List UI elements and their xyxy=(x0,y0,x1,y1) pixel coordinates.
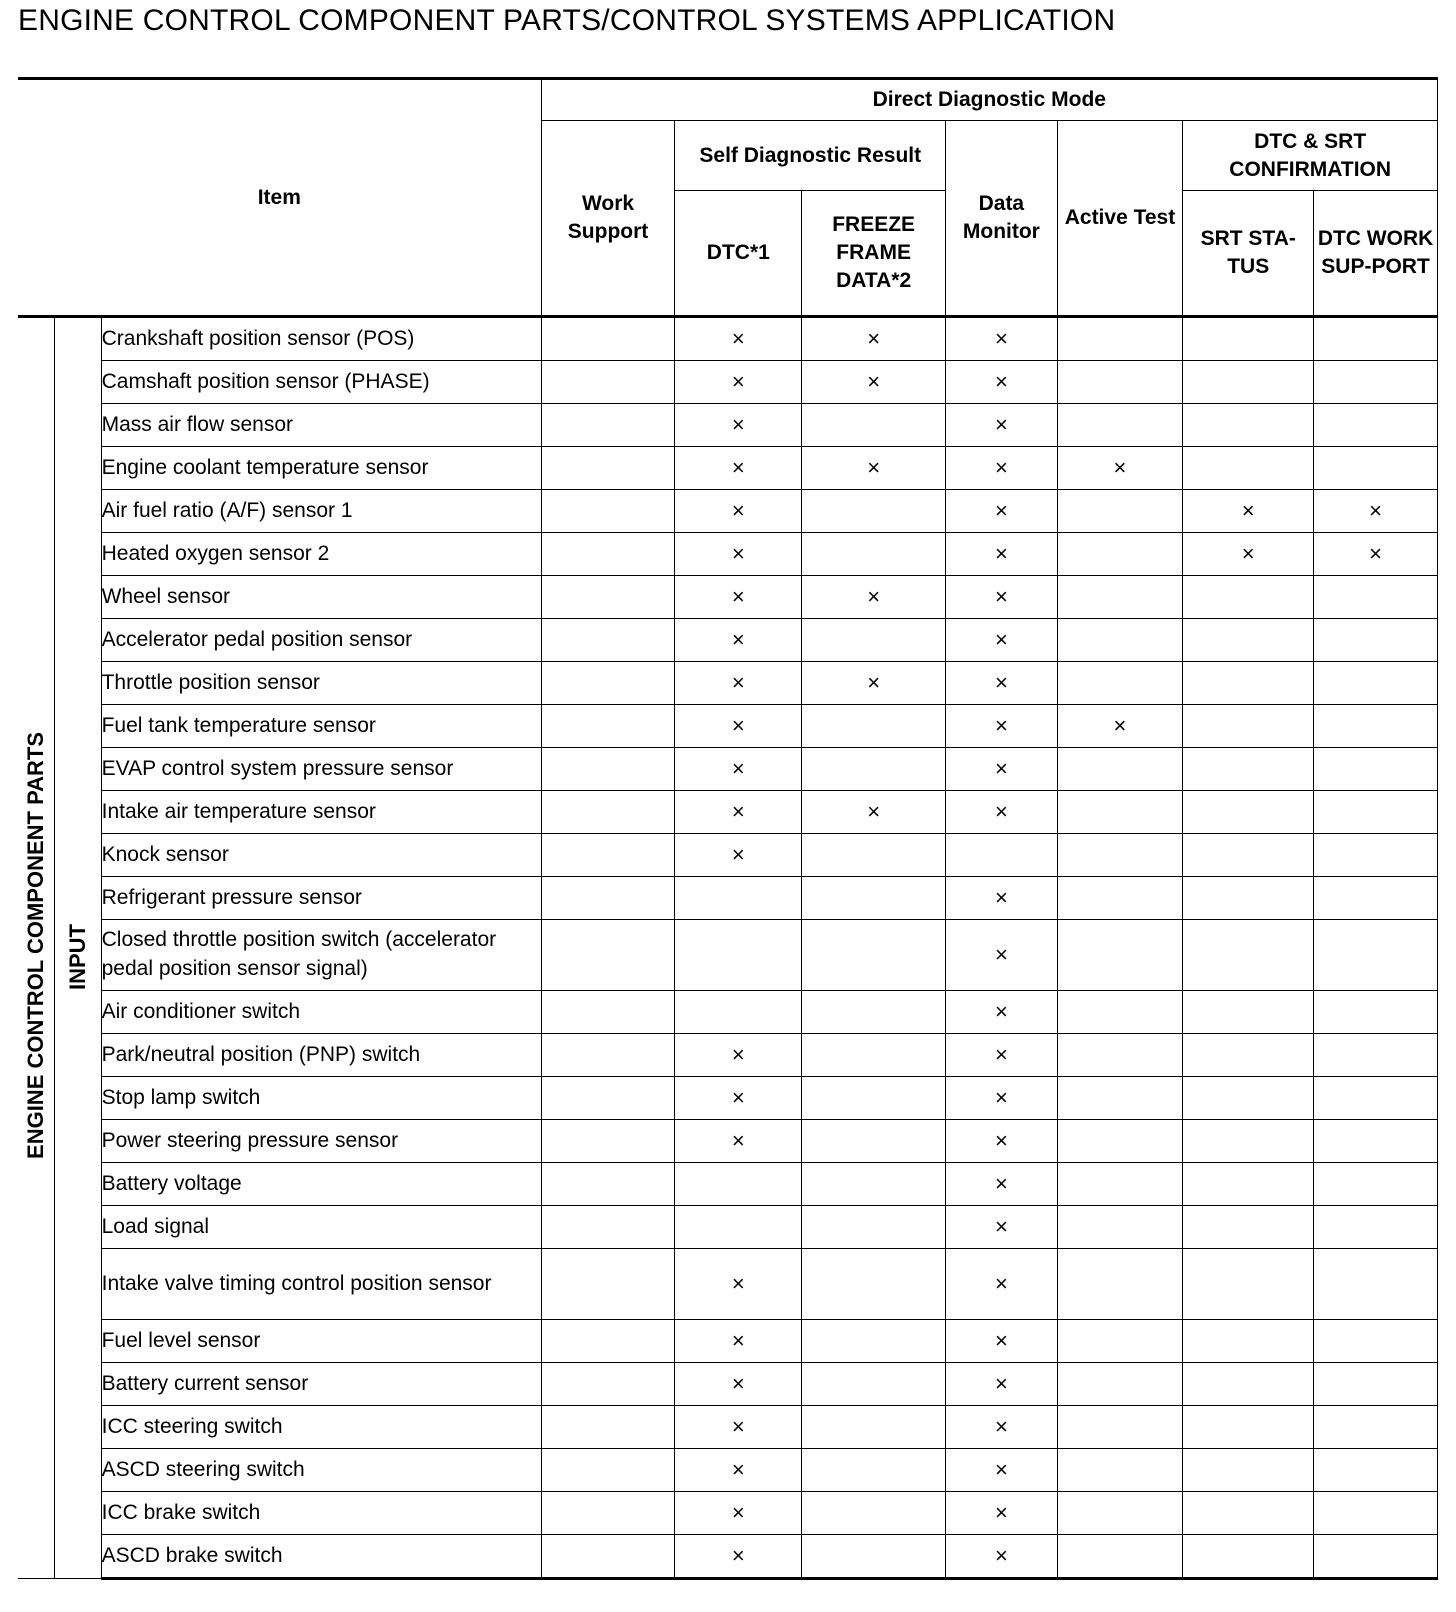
table-row xyxy=(18,1449,1438,1492)
cell-work-support xyxy=(541,877,675,920)
cell-dtc-work-support: × xyxy=(1314,490,1438,533)
cell-dtc: × xyxy=(675,834,802,877)
cell-dtc-work-support xyxy=(1314,1492,1438,1535)
cell-dtc xyxy=(675,1206,802,1249)
cell-freeze-frame-data xyxy=(802,1449,946,1492)
item-name: Wheel sensor xyxy=(101,576,541,619)
cell-dtc-work-support xyxy=(1314,920,1438,991)
cell-srt-status xyxy=(1183,1077,1314,1120)
item-name: Intake valve timing control position sensor xyxy=(101,1249,541,1320)
item-name: Refrigerant pressure sensor xyxy=(101,877,541,920)
cell-data-monitor: × xyxy=(946,1320,1058,1363)
cell-active-test xyxy=(1057,490,1183,533)
cell-work-support xyxy=(541,317,675,361)
cell-data-monitor: × xyxy=(946,619,1058,662)
cell-active-test xyxy=(1057,404,1183,447)
item-name: Air conditioner switch xyxy=(101,991,541,1034)
cell-dtc-work-support xyxy=(1314,705,1438,748)
cell-freeze-frame-data xyxy=(802,1206,946,1249)
table-row xyxy=(18,1034,1438,1077)
cell-freeze-frame-data xyxy=(802,1363,946,1406)
cell-active-test xyxy=(1057,1163,1183,1206)
cell-freeze-frame-data xyxy=(802,1249,946,1320)
cell-dtc-work-support xyxy=(1314,1535,1438,1579)
cell-srt-status: × xyxy=(1183,533,1314,576)
item-name: Air fuel ratio (A/F) sensor 1 xyxy=(101,490,541,533)
table-row xyxy=(18,791,1438,834)
cell-srt-status xyxy=(1183,576,1314,619)
cell-data-monitor: × xyxy=(946,1535,1058,1579)
cell-freeze-frame-data: × xyxy=(802,576,946,619)
application-table xyxy=(18,77,1438,1580)
cell-srt-status xyxy=(1183,1120,1314,1163)
cell-freeze-frame-data xyxy=(802,1535,946,1579)
table-row xyxy=(18,705,1438,748)
cell-active-test xyxy=(1057,1363,1183,1406)
cell-active-test xyxy=(1057,662,1183,705)
table-row xyxy=(18,533,1438,576)
cell-srt-status xyxy=(1183,361,1314,404)
item-name: ASCD steering switch xyxy=(101,1449,541,1492)
cell-dtc-work-support xyxy=(1314,1206,1438,1249)
cell-srt-status xyxy=(1183,317,1314,361)
cell-freeze-frame-data xyxy=(802,404,946,447)
cell-active-test xyxy=(1057,791,1183,834)
item-name: Heated oxygen sensor 2 xyxy=(101,533,541,576)
cell-work-support xyxy=(541,1320,675,1363)
cell-work-support xyxy=(541,1249,675,1320)
cell-dtc: × xyxy=(675,1535,802,1579)
cell-freeze-frame-data xyxy=(802,1406,946,1449)
cell-dtc xyxy=(675,1163,802,1206)
header-direct-diagnostic-mode: Direct Diagnostic Mode xyxy=(541,79,1437,121)
cell-work-support xyxy=(541,920,675,991)
cell-active-test xyxy=(1057,1535,1183,1579)
cell-dtc-work-support xyxy=(1314,317,1438,361)
cell-work-support xyxy=(541,705,675,748)
cell-data-monitor: × xyxy=(946,877,1058,920)
cell-dtc: × xyxy=(675,1406,802,1449)
cell-srt-status xyxy=(1183,1535,1314,1579)
cell-srt-status xyxy=(1183,662,1314,705)
cell-srt-status xyxy=(1183,1249,1314,1320)
cell-data-monitor: × xyxy=(946,447,1058,490)
table-row xyxy=(18,1249,1438,1320)
cell-active-test xyxy=(1057,576,1183,619)
header-dtc: DTC*1 xyxy=(675,191,802,317)
cell-dtc-work-support xyxy=(1314,834,1438,877)
table-row xyxy=(18,877,1438,920)
header-freeze-frame-data: FREEZE FRAME DATA*2 xyxy=(802,191,946,317)
cell-active-test xyxy=(1057,1320,1183,1363)
cell-srt-status xyxy=(1183,877,1314,920)
cell-data-monitor: × xyxy=(946,1206,1058,1249)
cell-work-support xyxy=(541,1206,675,1249)
cell-active-test xyxy=(1057,834,1183,877)
cell-active-test xyxy=(1057,533,1183,576)
cell-srt-status xyxy=(1183,705,1314,748)
header-item: Item xyxy=(18,79,541,317)
cell-dtc-work-support xyxy=(1314,1249,1438,1320)
cell-dtc xyxy=(675,991,802,1034)
cell-active-test xyxy=(1057,920,1183,991)
cell-freeze-frame-data xyxy=(802,991,946,1034)
item-name: Accelerator pedal position sensor xyxy=(101,619,541,662)
cell-active-test: × xyxy=(1057,705,1183,748)
cell-srt-status xyxy=(1183,920,1314,991)
cell-srt-status xyxy=(1183,1163,1314,1206)
cell-srt-status xyxy=(1183,834,1314,877)
cell-data-monitor: × xyxy=(946,1120,1058,1163)
cell-dtc: × xyxy=(675,662,802,705)
cell-work-support xyxy=(541,1034,675,1077)
cell-dtc-work-support xyxy=(1314,619,1438,662)
item-name: Intake air temperature sensor xyxy=(101,791,541,834)
cell-active-test xyxy=(1057,361,1183,404)
table-row xyxy=(18,1163,1438,1206)
cell-active-test xyxy=(1057,1492,1183,1535)
table-row xyxy=(18,490,1438,533)
table-row xyxy=(18,404,1438,447)
table-row xyxy=(18,361,1438,404)
group-label-inner-text: INPUT xyxy=(64,924,90,990)
table-row xyxy=(18,1206,1438,1249)
cell-freeze-frame-data xyxy=(802,533,946,576)
cell-work-support xyxy=(541,447,675,490)
cell-srt-status xyxy=(1183,1320,1314,1363)
cell-data-monitor: × xyxy=(946,920,1058,991)
table-row xyxy=(18,834,1438,877)
cell-dtc-work-support xyxy=(1314,447,1438,490)
cell-dtc-work-support xyxy=(1314,877,1438,920)
cell-dtc: × xyxy=(675,447,802,490)
cell-dtc: × xyxy=(675,317,802,361)
cell-freeze-frame-data xyxy=(802,834,946,877)
cell-dtc: × xyxy=(675,748,802,791)
item-name: ICC brake switch xyxy=(101,1492,541,1535)
cell-freeze-frame-data xyxy=(802,1492,946,1535)
cell-dtc-work-support xyxy=(1314,662,1438,705)
cell-srt-status xyxy=(1183,1206,1314,1249)
cell-work-support xyxy=(541,1406,675,1449)
cell-dtc: × xyxy=(675,361,802,404)
cell-data-monitor: × xyxy=(946,1034,1058,1077)
table-row xyxy=(18,1120,1438,1163)
cell-work-support xyxy=(541,991,675,1034)
cell-srt-status xyxy=(1183,991,1314,1034)
header-self-diagnostic-result: Self Diagnostic Result xyxy=(675,121,946,191)
cell-dtc-work-support xyxy=(1314,748,1438,791)
cell-freeze-frame-data: × xyxy=(802,361,946,404)
cell-active-test xyxy=(1057,317,1183,361)
cell-dtc-work-support xyxy=(1314,1363,1438,1406)
cell-work-support xyxy=(541,1077,675,1120)
table-row xyxy=(18,1492,1438,1535)
cell-srt-status xyxy=(1183,1449,1314,1492)
cell-dtc-work-support xyxy=(1314,1320,1438,1363)
cell-dtc-work-support xyxy=(1314,991,1438,1034)
cell-dtc: × xyxy=(675,1363,802,1406)
cell-dtc-work-support xyxy=(1314,1077,1438,1120)
table-row xyxy=(18,447,1438,490)
item-name: EVAP control system pressure sensor xyxy=(101,748,541,791)
cell-dtc-work-support: × xyxy=(1314,533,1438,576)
item-name: Engine coolant temperature sensor xyxy=(101,447,541,490)
header-dtc-work-support: DTC WORK SUP-PORT xyxy=(1314,191,1438,317)
table-row xyxy=(18,576,1438,619)
cell-data-monitor: × xyxy=(946,404,1058,447)
cell-data-monitor: × xyxy=(946,1492,1058,1535)
item-name: ASCD brake switch xyxy=(101,1535,541,1579)
cell-active-test xyxy=(1057,1034,1183,1077)
cell-work-support xyxy=(541,1120,675,1163)
cell-data-monitor: × xyxy=(946,576,1058,619)
item-name: Park/neutral position (PNP) switch xyxy=(101,1034,541,1077)
item-name: ICC steering switch xyxy=(101,1406,541,1449)
table-row xyxy=(18,662,1438,705)
cell-freeze-frame-data xyxy=(802,1077,946,1120)
cell-data-monitor: × xyxy=(946,1363,1058,1406)
cell-active-test xyxy=(1057,991,1183,1034)
cell-dtc-work-support xyxy=(1314,576,1438,619)
page-title: ENGINE CONTROL COMPONENT PARTS/CONTROL SYSTEMS APPLICATION xyxy=(18,4,1116,37)
cell-work-support xyxy=(541,361,675,404)
cell-work-support xyxy=(541,1163,675,1206)
cell-dtc: × xyxy=(675,619,802,662)
header-active-test: Active Test xyxy=(1057,121,1183,317)
cell-dtc xyxy=(675,877,802,920)
cell-freeze-frame-data: × xyxy=(802,317,946,361)
cell-active-test xyxy=(1057,1120,1183,1163)
table-row xyxy=(18,317,1438,361)
cell-dtc-work-support xyxy=(1314,404,1438,447)
cell-dtc: × xyxy=(675,1449,802,1492)
cell-srt-status xyxy=(1183,447,1314,490)
cell-data-monitor: × xyxy=(946,1077,1058,1120)
cell-freeze-frame-data xyxy=(802,619,946,662)
cell-data-monitor: × xyxy=(946,533,1058,576)
cell-active-test xyxy=(1057,1249,1183,1320)
cell-freeze-frame-data xyxy=(802,920,946,991)
cell-work-support xyxy=(541,404,675,447)
cell-freeze-frame-data xyxy=(802,1320,946,1363)
cell-data-monitor: × xyxy=(946,317,1058,361)
cell-data-monitor: × xyxy=(946,991,1058,1034)
cell-freeze-frame-data xyxy=(802,1120,946,1163)
cell-active-test xyxy=(1057,1449,1183,1492)
cell-dtc: × xyxy=(675,576,802,619)
cell-work-support xyxy=(541,791,675,834)
cell-work-support xyxy=(541,490,675,533)
item-name: Mass air flow sensor xyxy=(101,404,541,447)
item-name: Battery voltage xyxy=(101,1163,541,1206)
item-name: Camshaft position sensor (PHASE) xyxy=(101,361,541,404)
cell-data-monitor: × xyxy=(946,791,1058,834)
header-data-monitor: Data Monitor xyxy=(946,121,1058,317)
cell-work-support xyxy=(541,533,675,576)
cell-work-support xyxy=(541,1535,675,1579)
cell-dtc: × xyxy=(675,1492,802,1535)
cell-dtc: × xyxy=(675,404,802,447)
cell-active-test xyxy=(1057,619,1183,662)
item-name: Stop lamp switch xyxy=(101,1077,541,1120)
cell-freeze-frame-data xyxy=(802,877,946,920)
cell-data-monitor: × xyxy=(946,1449,1058,1492)
cell-freeze-frame-data xyxy=(802,1163,946,1206)
cell-dtc-work-support xyxy=(1314,1034,1438,1077)
table-row xyxy=(18,619,1438,662)
cell-dtc: × xyxy=(675,1249,802,1320)
cell-dtc-work-support xyxy=(1314,1449,1438,1492)
item-name: Fuel tank temperature sensor xyxy=(101,705,541,748)
item-name: Knock sensor xyxy=(101,834,541,877)
cell-srt-status xyxy=(1183,1492,1314,1535)
table-row xyxy=(18,1320,1438,1363)
cell-data-monitor: × xyxy=(946,490,1058,533)
cell-data-monitor: × xyxy=(946,1163,1058,1206)
cell-active-test xyxy=(1057,877,1183,920)
table-row xyxy=(18,1406,1438,1449)
table-row xyxy=(18,1535,1438,1579)
cell-dtc: × xyxy=(675,533,802,576)
cell-srt-status xyxy=(1183,404,1314,447)
table-row xyxy=(18,991,1438,1034)
cell-dtc: × xyxy=(675,490,802,533)
cell-data-monitor: × xyxy=(946,1406,1058,1449)
cell-dtc-work-support xyxy=(1314,1120,1438,1163)
table-row xyxy=(18,1077,1438,1120)
cell-work-support xyxy=(541,662,675,705)
cell-active-test xyxy=(1057,748,1183,791)
item-name: Power steering pressure sensor xyxy=(101,1120,541,1163)
group-label-engine-control-component-parts xyxy=(18,317,54,1579)
cell-work-support xyxy=(541,1492,675,1535)
cell-dtc: × xyxy=(675,1077,802,1120)
item-name: Fuel level sensor xyxy=(101,1320,541,1363)
cell-active-test xyxy=(1057,1406,1183,1449)
cell-srt-status xyxy=(1183,1034,1314,1077)
cell-data-monitor: × xyxy=(946,705,1058,748)
group-label-input xyxy=(54,317,101,1579)
cell-dtc: × xyxy=(675,1120,802,1163)
cell-work-support xyxy=(541,748,675,791)
item-name: Battery current sensor xyxy=(101,1363,541,1406)
cell-dtc xyxy=(675,920,802,991)
cell-active-test: × xyxy=(1057,447,1183,490)
cell-srt-status: × xyxy=(1183,490,1314,533)
header-work-support: Work Support xyxy=(541,121,675,317)
cell-work-support xyxy=(541,1449,675,1492)
cell-dtc-work-support xyxy=(1314,1163,1438,1206)
cell-data-monitor: × xyxy=(946,1249,1058,1320)
table-row xyxy=(18,1363,1438,1406)
cell-data-monitor: × xyxy=(946,662,1058,705)
cell-freeze-frame-data xyxy=(802,705,946,748)
cell-work-support xyxy=(541,834,675,877)
cell-dtc: × xyxy=(675,1320,802,1363)
cell-freeze-frame-data xyxy=(802,1034,946,1077)
cell-work-support xyxy=(541,576,675,619)
table-row xyxy=(18,748,1438,791)
cell-srt-status xyxy=(1183,791,1314,834)
item-name: Throttle position sensor xyxy=(101,662,541,705)
item-name: Crankshaft position sensor (POS) xyxy=(101,317,541,361)
cell-active-test xyxy=(1057,1077,1183,1120)
cell-srt-status xyxy=(1183,748,1314,791)
cell-freeze-frame-data: × xyxy=(802,791,946,834)
cell-freeze-frame-data: × xyxy=(802,447,946,490)
cell-freeze-frame-data xyxy=(802,748,946,791)
group-label-outer-text: ENGINE CONTROL COMPONENT PARTS xyxy=(22,731,48,1159)
cell-dtc-work-support xyxy=(1314,791,1438,834)
item-name: Closed throttle position switch (accelerator pedal position sensor signal) xyxy=(101,920,541,991)
cell-srt-status xyxy=(1183,1406,1314,1449)
cell-work-support xyxy=(541,1363,675,1406)
cell-data-monitor xyxy=(946,834,1058,877)
header-srt-status: SRT STA-TUS xyxy=(1183,191,1314,317)
cell-dtc-work-support xyxy=(1314,1406,1438,1449)
cell-freeze-frame-data: × xyxy=(802,662,946,705)
header-dtc-srt-confirmation: DTC & SRT CONFIRMATION xyxy=(1183,121,1438,191)
cell-srt-status xyxy=(1183,619,1314,662)
table-row xyxy=(18,920,1438,991)
cell-work-support xyxy=(541,619,675,662)
cell-data-monitor: × xyxy=(946,361,1058,404)
cell-active-test xyxy=(1057,1206,1183,1249)
cell-freeze-frame-data xyxy=(802,490,946,533)
item-name: Load signal xyxy=(101,1206,541,1249)
cell-dtc: × xyxy=(675,705,802,748)
cell-dtc-work-support xyxy=(1314,361,1438,404)
cell-srt-status xyxy=(1183,1363,1314,1406)
cell-dtc: × xyxy=(675,791,802,834)
cell-data-monitor: × xyxy=(946,748,1058,791)
cell-dtc: × xyxy=(675,1034,802,1077)
